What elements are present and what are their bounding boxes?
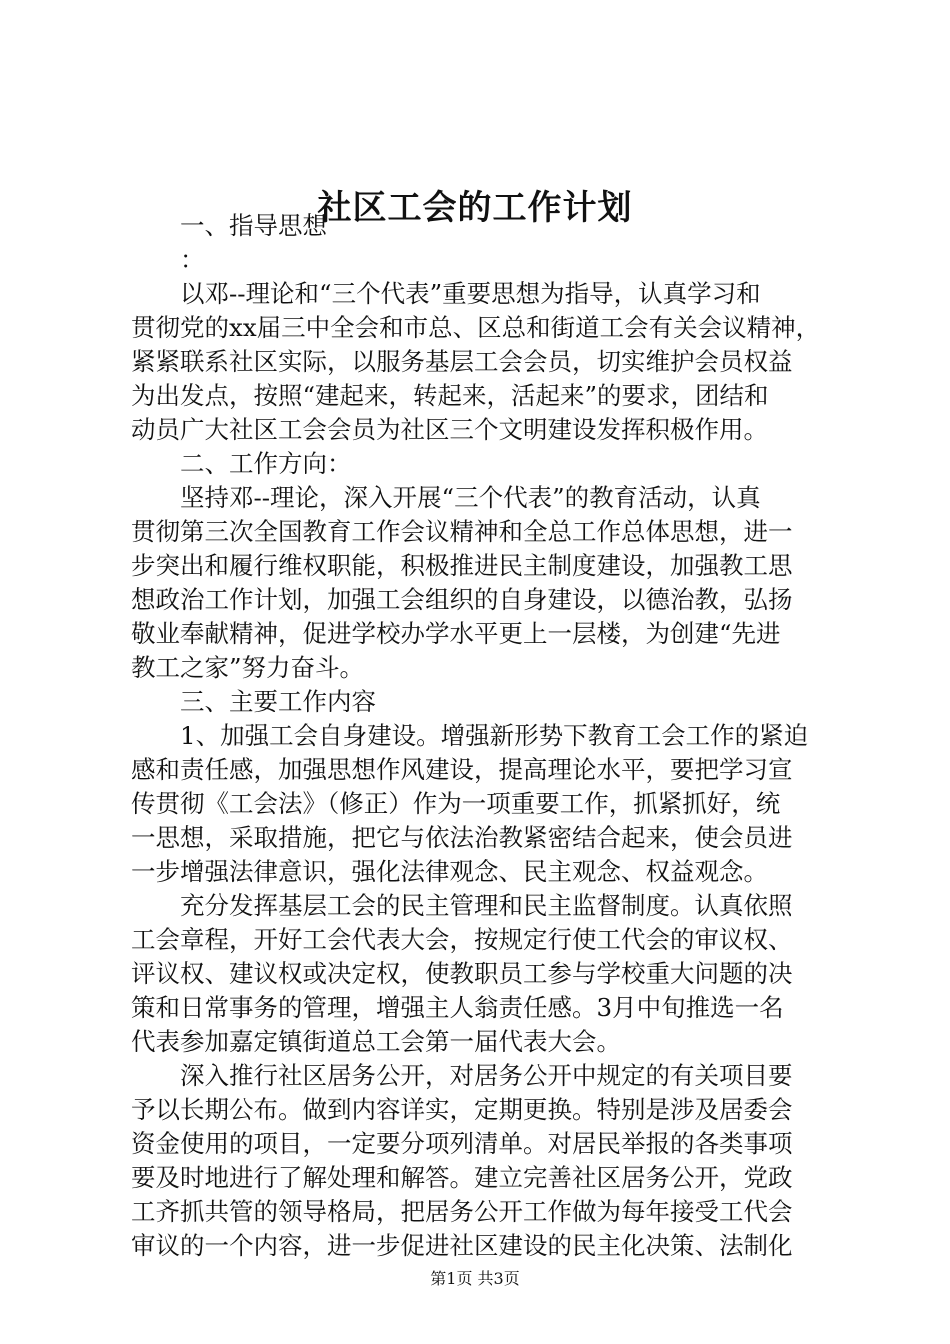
heading-main-work: 三、主要工作内容: [180, 687, 376, 716]
paragraph-line: 资金使用的项目，一定要分项列清单。对居民举报的各类事项: [131, 1129, 793, 1158]
paragraph-line: 一步增强法律意识，强化法律观念、民主观念、权益观念。: [131, 857, 768, 886]
paragraph-line: 感和责任感，加强思想作风建设，提高理论水平，要把学习宣: [131, 755, 793, 784]
paragraph-line: 予以长期公布。做到内容详实，定期更换。特别是涉及居委会: [131, 1095, 793, 1124]
heading-guiding-thought: 一、指导思想: [180, 211, 327, 240]
paragraph-line: 策和日常事务的管理，增强主人翁责任感。3月中旬推选一名: [131, 993, 784, 1022]
paragraph-line: 深入推行社区居务公开，对居务公开中规定的有关项目要: [180, 1061, 793, 1090]
paragraph-line: 1、加强工会自身建设。增强新形势下教育工会工作的紧迫: [180, 721, 809, 750]
paragraph-line: 贯彻第三次全国教育工作会议精神和全总工作总体思想，进一: [131, 517, 793, 546]
paragraph-line: 想政治工作计划，加强工会组织的自身建设，以德治教，弘扬: [131, 585, 793, 614]
paragraph-line: 审议的一个内容，进一步促进社区建设的民主化决策、法制化: [131, 1231, 793, 1260]
heading-work-direction: 二、工作方向：: [180, 449, 352, 478]
paragraph-line: 工齐抓共管的领导格局，把居务公开工作做为每年接受工代会: [131, 1197, 793, 1226]
paragraph-line: 紧紧联系社区实际，以服务基层工会会员，切实维护会员权益: [131, 347, 793, 376]
paragraph-line: 工会章程，开好工会代表大会，按规定行使工代会的审议权、: [131, 925, 793, 954]
colon-line: ：: [180, 245, 205, 274]
paragraph-line: 步突出和履行维权职能，积极推进民主制度建设，加强教工思: [131, 551, 793, 580]
paragraph-line: 以邓--理论和“三个代表”重要思想为指导，认真学习和: [180, 279, 761, 308]
paragraph-line: 敬业奉献精神，促进学校办学水平更上一层楼，为创建“先进: [131, 619, 781, 648]
paragraph-line: 要及时地进行了解处理和解答。建立完善社区居务公开，党政: [131, 1163, 793, 1192]
paragraph-line: 传贯彻《工会法》（修正）作为一项重要工作，抓紧抓好，统: [131, 789, 781, 818]
paragraph-line: 评议权、建议权或决定权，使教职员工参与学校重大问题的决: [131, 959, 793, 988]
paragraph-line: 为出发点，按照“建起来，转起来，活起来”的要求，团结和: [131, 381, 769, 410]
document-body: [131, 209, 831, 1263]
paragraph-line: 动员广大社区工会会员为社区三个文明建设发挥积极作用。: [131, 415, 768, 444]
paragraph-line: 坚持邓--理论，深入开展“三个代表”的教育活动，认真: [180, 483, 761, 512]
paragraph-line: 教工之家”努力奋斗。: [131, 653, 365, 682]
page-footer: 第1页 共3页: [430, 1269, 520, 1288]
document-title: 社区工会的工作计划: [317, 188, 633, 228]
paragraph-line: 贯彻党的xx届三中全会和市总、区总和街道工会有关会议精神，: [131, 313, 821, 342]
paragraph-line: 充分发挥基层工会的民主管理和民主监督制度。认真依照: [180, 891, 793, 920]
paragraph-line: 代表参加嘉定镇街道总工会第一届代表大会。: [131, 1027, 621, 1056]
paragraph-line: 一思想，采取措施，把它与依法治教紧密结合起来，使会员进: [131, 823, 793, 852]
